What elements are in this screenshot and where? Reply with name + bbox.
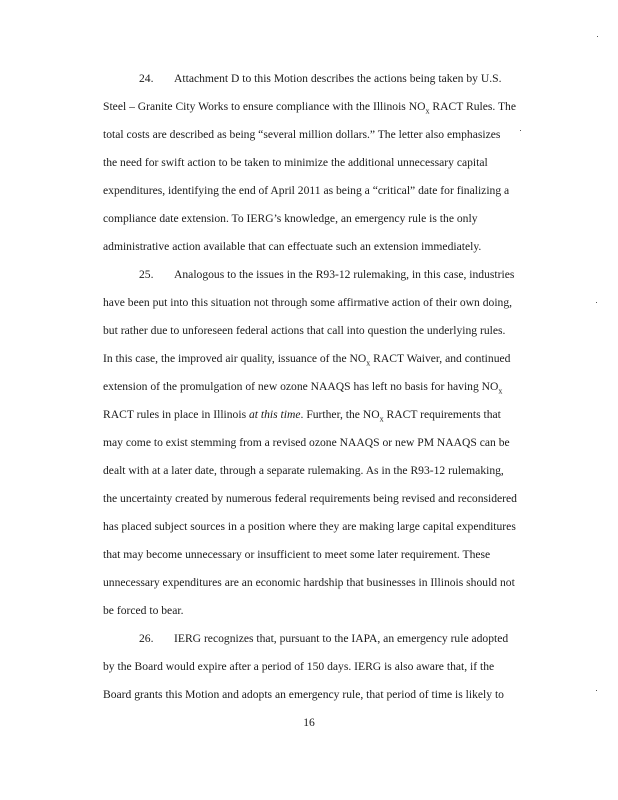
text-line: have been put into this situation not through some affirmative action of their own doing, bbox=[103, 296, 513, 309]
paragraph-number: 24. bbox=[139, 72, 154, 85]
paragraph-number: 26. bbox=[139, 632, 154, 645]
text-line: by the Board would expire after a period of 150 days. IERG is also aware that, if the bbox=[103, 660, 495, 673]
paragraph-number: 25. bbox=[139, 268, 154, 281]
text-line: In this case, the improved air quality, issuance of the $NO_x$ RACT Waiver, and continued bbox=[103, 352, 511, 368]
text-line: Steel – Granite City Works to ensure compliance with the Illinois $NO_x$ RACT Rules. The bbox=[103, 100, 516, 116]
text-line: Attachment D to this Motion describes the actions being taken by U.S. bbox=[174, 72, 502, 85]
text-line: expenditures, identifying the end of April 2011 as being a “critical” date for finalizing a bbox=[103, 184, 510, 197]
text-line: compliance date extension. To IERG’s knowledge, an emergency rule is the only bbox=[103, 212, 478, 225]
text-line: total costs are described as being “several million dollars.” The letter also emphasizes bbox=[103, 128, 501, 141]
text-line: has placed subject sources in a position where they are making large capital expenditures bbox=[103, 520, 516, 533]
scan-speck bbox=[596, 302, 597, 303]
text-line: may come to exist stemming from a revised ozone NAAQS or new PM NAAQS can be bbox=[103, 436, 510, 449]
scan-speck bbox=[596, 690, 597, 691]
scan-speck bbox=[520, 130, 521, 131]
text-line: be forced to bear. bbox=[103, 604, 184, 617]
text-line: RACT rules in place in Illinois at this time. Further, the $NO_x$ RACT requirements that bbox=[103, 408, 501, 424]
page-number: 16 bbox=[303, 716, 315, 729]
text-line: the uncertainty created by numerous federal requirements being revised and reconsidered bbox=[103, 492, 517, 505]
scan-speck bbox=[597, 36, 598, 37]
text-line: unnecessary expenditures are an economic hardship that businesses in Illinois should not bbox=[103, 576, 515, 589]
text-line: that may become unnecessary or insufficient to meet some later requirement. These bbox=[103, 548, 491, 561]
text-line: IERG recognizes that, pursuant to the IAPA, an emergency rule adopted bbox=[174, 632, 509, 645]
text-line: the need for swift action to be taken to minimize the additional unnecessary capital bbox=[103, 156, 488, 169]
text-line: Board grants this Motion and adopts an emergency rule, that period of time is likely to bbox=[103, 688, 504, 701]
text-line: extension of the promulgation of new ozone NAAQS has left no basis for having $NO_x$ bbox=[103, 380, 503, 396]
text-line: but rather due to unforeseen federal actions that call into question the underlying rules. bbox=[103, 324, 506, 337]
text-line: Analogous to the issues in the R93-12 rulemaking, in this case, industries bbox=[174, 268, 515, 281]
text-line: administrative action available that can effectuate such an extension immediately. bbox=[103, 240, 482, 253]
text-line: dealt with at a later date, through a separate rulemaking. As in the R93-12 rulemaking, bbox=[103, 464, 504, 477]
